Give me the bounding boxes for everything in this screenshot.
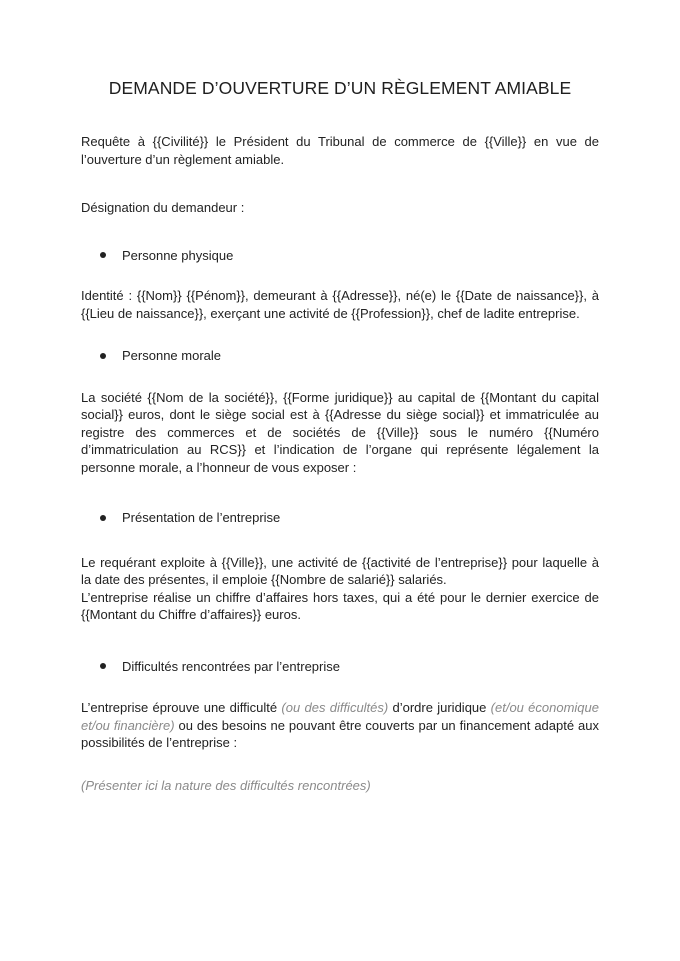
bullet-label: Présentation de l’entreprise <box>122 510 281 525</box>
difficultes-text-c: d’ordre juridique <box>388 700 491 715</box>
difficultes-text-b: (ou des difficultés) <box>281 700 389 715</box>
presentation-paragraph-1: Le requérant exploite à {{Ville}}, une activité de {{activité de l’entreprise}} pour laquelle à la date des présentes, il emploie {{Nombre de salarié}} salariés. <box>81 554 599 587</box>
presentation-paragraph-2: L’entreprise réalise un chiffre d’affaires hors taxes, qui a été pour le dernier exercice de {{Montant du Chiffre d’affaires}} euros. <box>81 589 599 622</box>
bullet-dot-icon <box>100 353 106 359</box>
bullet-dot-icon <box>100 252 106 258</box>
identite-paragraph: Identité : {{Nom}} {{Pénom}}, demeurant à {{Adresse}}, né(e) le {{Date de naissance}}, à {{Lieu de naissance}}, exerçant une activité de {{Profession}}, chef de ladite entreprise. <box>81 288 599 321</box>
intro-paragraph: Requête à {{Civilité}} le Président du Tribunal de commerce de {{Ville}} en vue de l’ouverture d’un règlement amiable. <box>81 134 599 167</box>
document-page <box>81 78 599 794</box>
difficultes-placeholder: (Présenter ici la nature des difficultés rencontrées) <box>81 777 371 793</box>
bullet-personne-physique <box>81 247 599 265</box>
bullet-label: Difficultés rencontrées par l’entreprise <box>122 658 340 674</box>
document-title: DEMANDE D’OUVERTURE D’UN RÈGLEMENT AMIABLE <box>108 78 572 98</box>
societe-paragraph: La société {{Nom de la société}}, {{Forme juridique}} au capital de {{Montant du capital social}} euros, dont le siège social est à {{Adresse du siège social}} et immatriculée au registre des commerces et de sociétés de {{Ville}} sous le numéro {{Numéro d’immatriculation au RCS}} et l’indication de l’organe qui représente légalement la personne morale, a l’honneur de vous exposer : <box>81 389 599 475</box>
bullet-presentation <box>81 509 599 527</box>
difficultes-paragraph <box>81 699 599 752</box>
bullet-label: Personne physique <box>122 247 234 263</box>
bullet-dot-icon <box>100 515 106 521</box>
difficultes-text-a: L’entreprise éprouve une difficulté <box>81 700 282 715</box>
bullet-label: Personne morale <box>122 348 221 363</box>
bullet-personne-morale <box>81 347 599 365</box>
bullet-difficultes <box>81 658 599 676</box>
bullet-dot-icon <box>100 663 106 669</box>
difficultes-text-e: ou des besoins ne pouvant être couverts par un financement adapté aux possibilités de l’entreprise : <box>81 717 599 750</box>
designation-label: Désignation du demandeur : <box>81 200 245 215</box>
difficultes-text-d: (et/ou économique et/ou financière) <box>81 700 599 733</box>
